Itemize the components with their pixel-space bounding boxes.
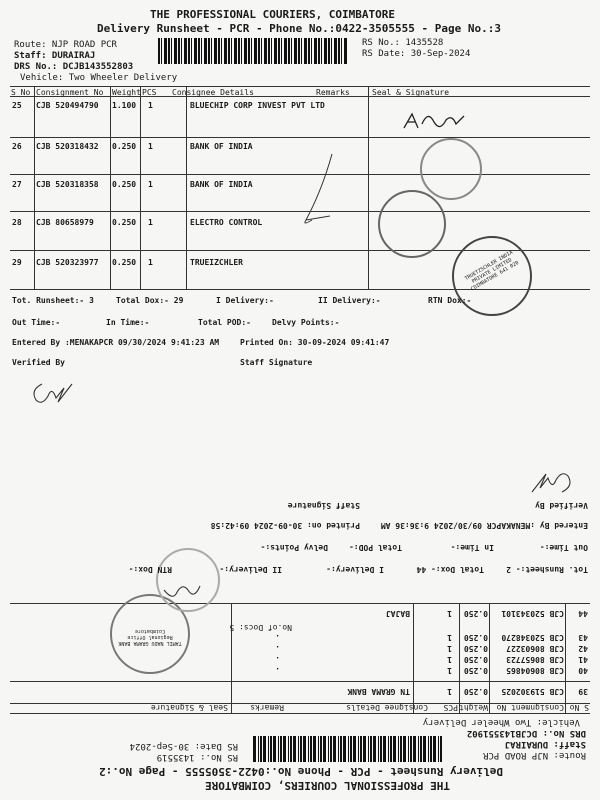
- row-weight: 0.250: [463, 633, 488, 642]
- row-pcs: 1: [447, 609, 452, 618]
- staff-signature: Staff Signature: [240, 358, 313, 367]
- col-sno: S No: [11, 88, 31, 97]
- row-consignee: .: [275, 644, 280, 653]
- row-sno: 28: [12, 218, 22, 227]
- col-seal: Seal & Signature: [150, 703, 228, 712]
- company-title: THE PROFESSIONAL COURIERS, COIMBATORE: [150, 8, 396, 21]
- vehicle-label: Vehicle: Two Wheeler Delivery: [20, 73, 178, 83]
- row-sno: 40: [578, 666, 588, 675]
- runsheet-subtitle: Delivery Runsheet - PCR - Phone No.:0422-3505555 - Page No.:2: [99, 765, 503, 778]
- col-consignee: Consignee Details: [172, 88, 254, 97]
- row-consignee: BAJAJ: [385, 609, 410, 618]
- delvy-points: Delvy Points:-: [272, 318, 340, 327]
- row-sno: 27: [12, 180, 22, 189]
- row-sno: 43: [578, 633, 588, 642]
- rs-number: RS No.: 1435519: [156, 752, 238, 762]
- row-consignment: CJB 520348270: [501, 633, 564, 642]
- drs-number: DRS No.: DCJB143552803: [14, 62, 134, 72]
- row-consignment: CJB 520343101: [501, 609, 564, 618]
- route-label: Route: NJP ROAD PCR: [483, 750, 586, 760]
- row-weight: 0.250: [463, 644, 488, 653]
- verified-by: Verified By: [12, 358, 65, 367]
- signature-mark: [400, 106, 470, 136]
- in-time: In Time:-: [106, 318, 150, 327]
- stamp-text: TRUETZSCHLER INDIA PRIVATE LIMITED COIMBATORE 641 020: [464, 249, 520, 293]
- ii-delivery: II Delivery:-: [318, 296, 381, 305]
- row-sno: 29: [12, 258, 22, 267]
- route-label: Route: NJP ROAD PCR: [14, 40, 117, 50]
- col-consignee: Consignee Details: [346, 703, 428, 712]
- verified-by: Verified By: [535, 501, 588, 510]
- stamp-text: TAMIL NADU GRAMA BANK Regional Office Coimbatore: [118, 628, 182, 646]
- row-pcs: 1: [148, 258, 153, 267]
- bank-seal-stamp: [420, 138, 482, 200]
- verifier-signature: [526, 466, 576, 500]
- col-weight: Weight: [112, 88, 141, 97]
- row-sno: 42: [578, 644, 588, 653]
- signature-mark: [292, 150, 342, 230]
- row-weight: 0.250: [112, 258, 137, 267]
- row-weight: 0.250: [112, 180, 137, 189]
- row-weight: 0.250: [463, 655, 488, 664]
- total-pod: Total POD:-: [349, 543, 402, 552]
- row-consignment: CJB 520323977: [36, 258, 99, 267]
- bottom-runsheet-rotated: [0, 400, 600, 800]
- printed-on: Printed On: 30-09-2024 09:41:47: [240, 338, 390, 347]
- col-pcs: PCS: [443, 703, 458, 712]
- barcode-image: [252, 736, 442, 762]
- rtn-dox: RTN Dox:-: [128, 565, 172, 574]
- printed-on: Printed on: 30-09-2024 09:42:58: [210, 521, 360, 530]
- tot-runsheet: Tot. Runsheet:- 3: [12, 296, 94, 305]
- row-consignee: BLUECHIP CORP INVEST PVT LTD: [190, 101, 325, 110]
- row-consignment: CJB 520318358: [36, 180, 99, 189]
- row-sno: 25: [12, 101, 22, 110]
- row-pcs: 1: [447, 655, 452, 664]
- row-consignee: .: [275, 655, 280, 664]
- row-pcs: 1: [148, 218, 153, 227]
- company-seal-stamp: [378, 190, 446, 258]
- row-consignee: ELECTRO CONTROL: [190, 218, 263, 227]
- row-pcs: 1: [447, 644, 452, 653]
- row-pcs: 1: [148, 142, 153, 151]
- row-consignee: TN GRAMA BANK: [347, 687, 410, 696]
- row-consignment: CJB 80604865: [506, 666, 564, 675]
- total-dox: Total Dox:- 44: [416, 565, 484, 574]
- rtn-dox: RTN Dox:-: [428, 296, 472, 305]
- row-sno: 39: [578, 687, 588, 696]
- row-weight: 0.250: [112, 142, 137, 151]
- out-time: Out Time:-: [539, 543, 588, 552]
- runsheet-subtitle: Delivery Runsheet - PCR - Phone No.:0422-3505555 - Page No.:3: [97, 22, 501, 35]
- row-weight: 0.250: [463, 609, 488, 618]
- row-consignee: TRUEIZCHLER: [190, 258, 243, 267]
- rs-number: RS No.: 1435528: [362, 38, 444, 48]
- row-sno: 44: [578, 609, 588, 618]
- in-time: In Time:-: [450, 543, 494, 552]
- out-time: Out Time:-: [12, 318, 61, 327]
- row-consignee: BANK OF INDIA: [190, 142, 253, 151]
- row-pcs: 1: [148, 101, 153, 110]
- row-consignee: .: [275, 633, 280, 642]
- row-weight: 0.250: [463, 687, 488, 696]
- row-consignment: CJB 80603227: [506, 644, 564, 653]
- signature-mark: [158, 578, 204, 604]
- staff-label: Staff: DURAIRAJ: [14, 51, 96, 61]
- ii-delivery: II Delivery:-: [219, 565, 282, 574]
- tot-runsheet: Tot. Runsheet:- 2: [506, 565, 588, 574]
- row-consignment: CJB 520318432: [36, 142, 99, 151]
- total-pod: Total POD:-: [198, 318, 251, 327]
- staff-signature: Staff Signature: [287, 501, 360, 510]
- drs-number: DRS No.: DCJB143551902: [466, 728, 586, 738]
- i-delivery: I Delivery:-: [326, 565, 384, 574]
- row-sno: 26: [12, 142, 22, 151]
- rs-date: RS Date: 30-Sep-2024: [129, 741, 238, 751]
- row-consignment: CJB 80657723: [506, 655, 564, 664]
- row-consignee: BANK OF INDIA: [190, 180, 253, 189]
- rs-date: RS Date: 30-Sep-2024: [362, 49, 471, 59]
- col-remarks: Remarks: [316, 88, 350, 97]
- row-pcs: 1: [447, 666, 452, 675]
- row-consignment: CJB 80658979: [36, 218, 94, 227]
- row-weight: 0.250: [112, 218, 137, 227]
- delvy-points: Delvy Points:-: [260, 543, 328, 552]
- col-consignment: Consignment No: [36, 88, 104, 97]
- col-sno: S No: [569, 703, 589, 712]
- col-remarks: Remarks: [250, 703, 284, 712]
- row-consignment: CJB 519302025: [501, 687, 564, 696]
- row-pcs: 1: [148, 180, 153, 189]
- col-weight: Weight: [459, 703, 488, 712]
- i-delivery: I Delivery:-: [216, 296, 274, 305]
- row-pcs: 1: [447, 633, 452, 642]
- entered-by: Entered By :MENAKAPCR 09/30/2024 9:41:23 AM: [12, 338, 220, 347]
- no-of-docs: No.of Docs: 5: [229, 623, 292, 632]
- col-seal: Seal & Signature: [372, 88, 450, 97]
- col-pcs: PCS: [142, 88, 157, 97]
- row-pcs: 1: [447, 687, 452, 696]
- col-consignment: Consignment No: [496, 703, 564, 712]
- vehicle-label: Vehicle: Two Wheeler Delivery: [422, 717, 580, 727]
- row-consignee: .: [275, 666, 280, 675]
- company-title: THE PROFESSIONAL COURIERS, COIMBATORE: [204, 779, 450, 792]
- total-dox: Total Dox:- 29: [116, 296, 184, 305]
- row-sno: 41: [578, 655, 588, 664]
- row-weight: 0.250: [463, 666, 488, 675]
- row-weight: 1.100: [112, 101, 137, 110]
- barcode-image: [158, 38, 348, 64]
- staff-label: Staff: DURAIRAJ: [504, 739, 586, 749]
- entered-by: Entered By :MENAKAPCR 09/30/2024 9:36:36 AM: [380, 521, 588, 530]
- row-consignment: CJB 520494790: [36, 101, 99, 110]
